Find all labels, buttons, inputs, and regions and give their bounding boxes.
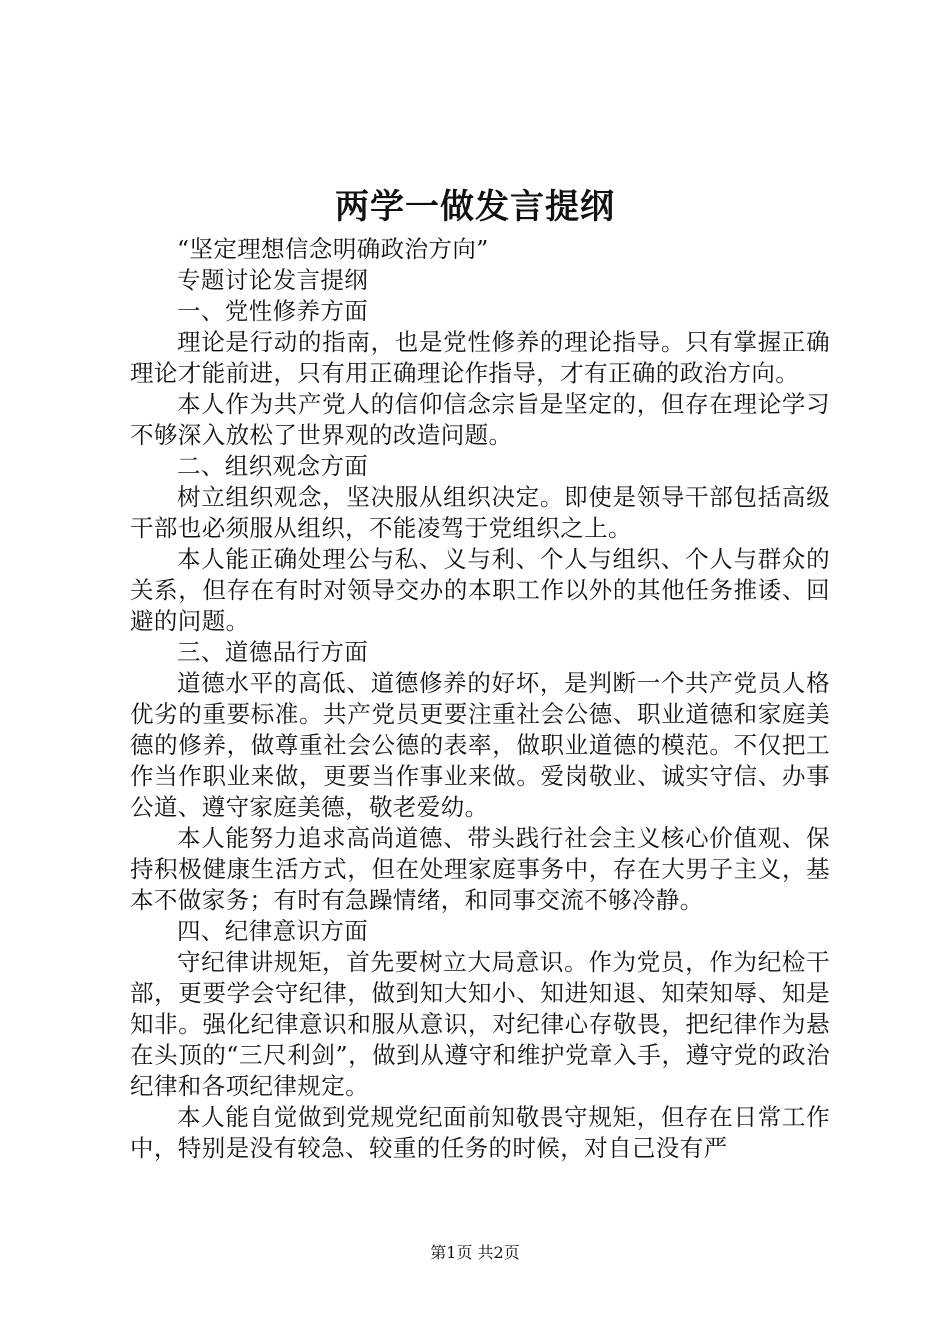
subtitle-line: 专题讨论发言提纲 <box>177 266 369 294</box>
quote-line: “坚定理想信念明确政治方向” <box>177 235 489 263</box>
paragraph: 本人能正确处理公与私、义与利、个人与组织、个人与群众的关系，但存在有时对领导交办的本职工作以外的其他任务推诿、回避的问题。 <box>130 545 830 635</box>
paragraph: 本人能努力追求高尚道德、带头践行社会主义核心价值观、保持积极健康生活方式，但在处理家庭事务中，存在大男子主义，基本不做家务；有时有急躁情绪，和同事交流不够冷静。 <box>130 824 830 914</box>
section-heading-3: 三、道德品行方面 <box>177 638 369 666</box>
section-heading-2: 二、组织观念方面 <box>177 452 369 480</box>
paragraph: 树立组织观念，坚决服从组织决定。即使是领导干部包括高级干部也必须服从组织，不能凌驾于党组织之上。 <box>130 483 830 542</box>
document-title: 两学一做发言提纲 <box>335 187 615 227</box>
paragraph: 道德水平的高低、道德修养的好坏，是判断一个共产党员人格优劣的重要标准。共产党员更要注重社会公德、职业道德和家庭美德的修养，做尊重社会公德的表率，做职业道德的模范。不仅把工作当作职业来做，更要当作事业来做。爱岗敬业、诚实守信、办事公道、遵守家庭美德，敬老爱幼。 <box>130 669 830 821</box>
paragraph: 本人作为共产党人的信仰信念宗旨是坚定的，但存在理论学习不够深入放松了世界观的改造问题。 <box>130 390 830 449</box>
paragraph: 本人能自觉做到党规党纪面前知敬畏守规矩，但存在日常工作中，特别是没有较急、较重的任务的时候，对自己没有严 <box>130 1103 830 1162</box>
document-body <box>130 234 830 1164</box>
paragraph: 理论是行动的指南，也是党性修养的理论指导。只有掌握正确理论才能前进，只有用正确理论作指导，才有正确的政治方向。 <box>130 328 830 387</box>
section-heading-4: 四、纪律意识方面 <box>177 917 369 945</box>
paragraph: 守纪律讲规矩，首先要树立大局意识。作为党员，作为纪检干部，更要学会守纪律，做到知大知小、知进知退、知荣知辱、知是知非。强化纪律意识和服从意识，对纪律心存敬畏，把纪律作为悬在头顶的“三尺利剑”，做到从遵守和维护党章入手，遵守党的政治纪律和各项纪律规定。 <box>130 948 830 1100</box>
page-footer: 第1页 共2页 <box>430 1243 520 1262</box>
section-heading-1: 一、党性修养方面 <box>177 297 369 325</box>
